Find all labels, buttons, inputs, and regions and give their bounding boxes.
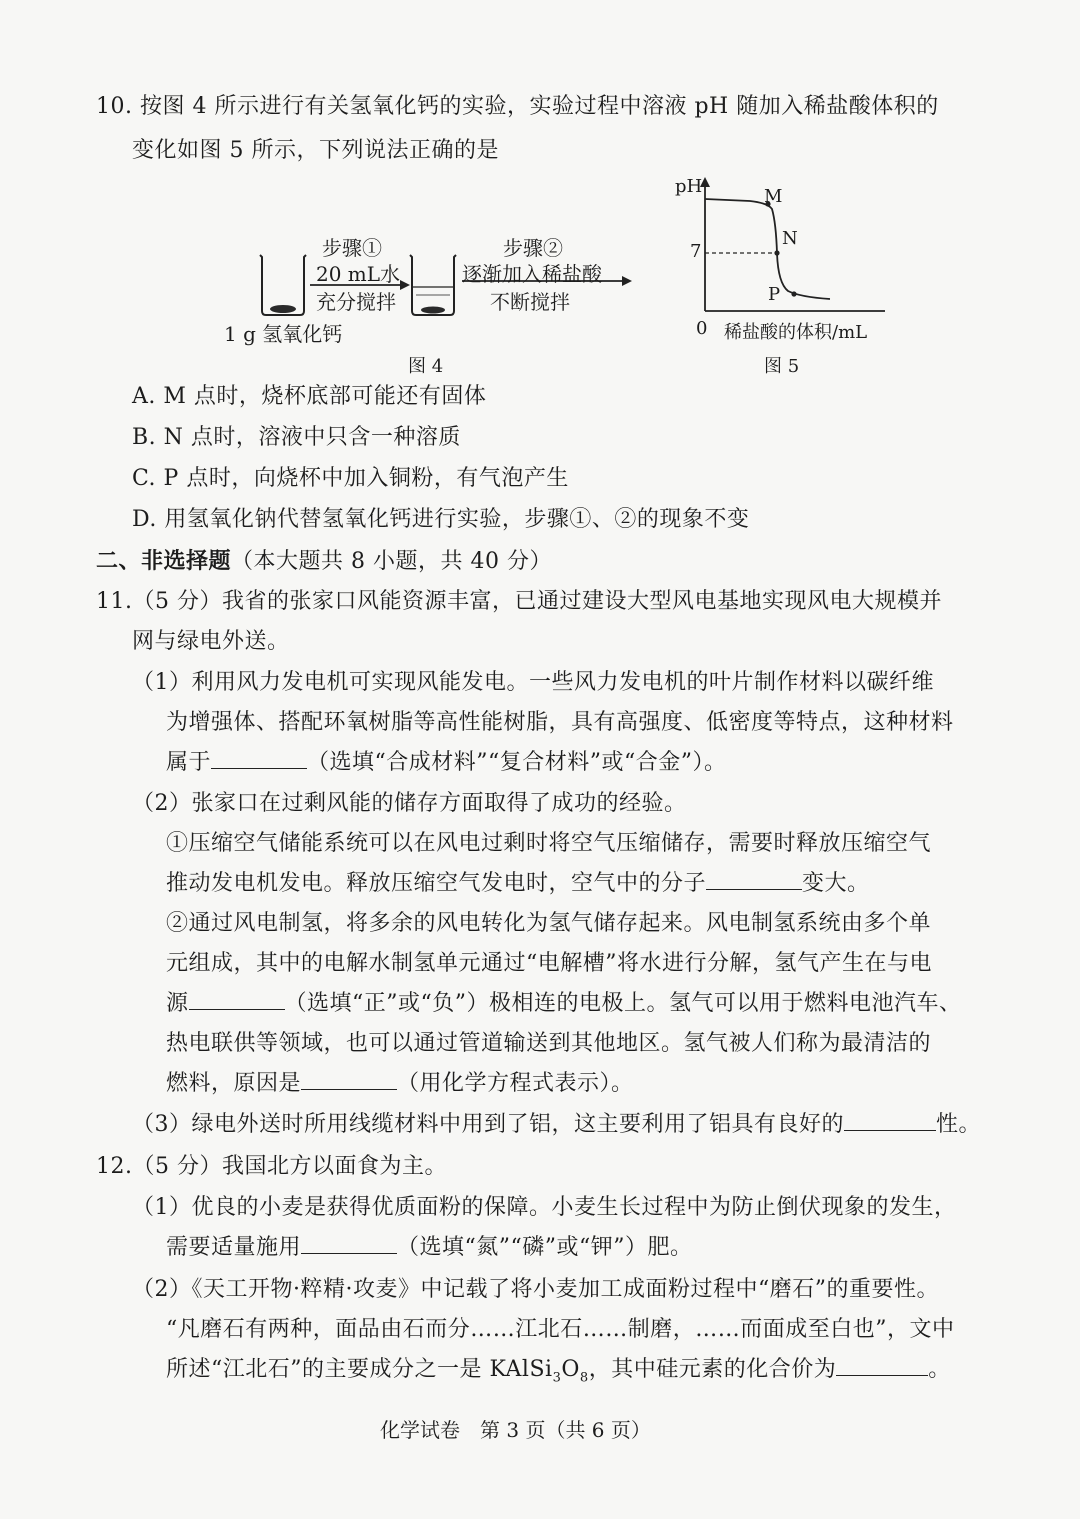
q11-part1-text-a: 属于	[166, 750, 212, 775]
q11-part2-line1: （2）张家口在过剩风能的储存方面取得了成功的经验。	[132, 791, 687, 816]
q12-part2-text-b: ，其中硅元素的化合价为	[588, 1357, 837, 1382]
q12-part2-text-a: 所述“江北石”的主要成分之一是 KAlSi	[166, 1357, 553, 1382]
q12-part1-answer-blank[interactable]	[301, 1252, 397, 1254]
fig5-x-axis-label: 稀盐酸的体积/mL	[724, 322, 868, 343]
q11-part3-text-b: 性。	[936, 1112, 982, 1137]
fig5-y-axis-label: pH	[675, 176, 703, 197]
fig5-ph7-tick: 7	[690, 241, 702, 262]
fig5-point-m: M	[764, 186, 783, 207]
fig5-point-n: N	[782, 228, 798, 249]
fig4-stir2-label: 不断搅拌	[490, 290, 570, 314]
fig4-stir1-label: 充分搅拌	[316, 290, 396, 314]
fig4-add-acid-label: 逐渐加入稀盐酸	[462, 262, 602, 286]
q11-part2a-line1: ①压缩空气储能系统可以在风电过剩时将空气压缩储存，需要时释放压缩空气	[166, 831, 932, 856]
q11-part2b-text-b: （选填“正”或“负”）极相连的电极上。氢气可以用于燃料电池汽车、	[284, 991, 962, 1016]
q11-part2a-text-b: 变大。	[802, 871, 870, 896]
q12-part1-text-b: （选填“氮”“磷”或“钾”）肥。	[397, 1235, 693, 1260]
q11-part1-line1: （1）利用风力发电机可实现风能发电。一些风力发电机的叶片制作材料以碳纤维	[132, 670, 934, 695]
q11-part1-line2: 为增强体、搭配环氧树脂等高性能树脂，具有高强度、低密度等特点，这种材料	[166, 710, 954, 735]
q12-part2-line2: “凡磨石有两种，面品由石而分……江北石……制磨，……而面成至白也”，文中	[166, 1317, 955, 1342]
q11-part2b-line4: 热电联供等领域，也可以通过管道输送到其他地区。氢气被人们称为最清洁的	[166, 1031, 932, 1056]
section-note: （本大题共 8 小题，共 40 分）	[231, 549, 552, 574]
q12-part2-text-c: 。	[928, 1357, 951, 1382]
q11-part2b-line1: ②通过风电制氢，将多余的风电转化为氢气储存起来。风电制氢系统由多个单	[166, 911, 932, 936]
q12-part1-text-a: 需要适量施用	[166, 1235, 302, 1260]
fig5-caption: 图 5	[764, 356, 800, 377]
q12-part1-line1: （1）优良的小麦是获得优质面粉的保障。小麦生长过程中为防止倒伏现象的发生，	[132, 1195, 957, 1220]
q10-stem-line2: 变化如图 5 所示，下列说法正确的是	[132, 138, 499, 163]
fig4-step1-label: 步骤①	[322, 236, 382, 260]
q11-part2b-answer-blank[interactable]	[189, 1008, 285, 1010]
q11-stem-line1: 11.（5 分）我省的张家口风能资源丰富，已通过建设大型风电基地实现风电大规模并	[96, 589, 942, 614]
q12-stem: 12.（5 分）我国北方以面食为主。	[96, 1154, 447, 1179]
fig5-origin: 0	[696, 318, 708, 339]
q10-option-d: D. 用氢氧化钠代替氢氧化钙进行实验，步骤①、②的现象不变	[132, 507, 750, 532]
q10-option-a: A. M 点时，烧杯底部可能还有固体	[132, 384, 487, 409]
q12-part2-line1: （2）《天工开物·粹精·攻麦》中记载了将小麦加工成面粉过程中“磨石”的重要性。	[132, 1277, 939, 1302]
q11-equation-answer-blank[interactable]	[301, 1088, 397, 1090]
q11-part3-text-a: （3）绿电外送时所用线缆材料中用到了铝，这主要利用了铝具有良好的	[132, 1112, 844, 1137]
fig4-step2-label: 步骤②	[503, 236, 563, 260]
formula-subscript-si: 3	[552, 1370, 562, 1386]
q10-option-b: B. N 点时，溶液中只含一种溶质	[132, 425, 461, 450]
formula-oxygen: O	[561, 1357, 580, 1382]
q11-part3-line	[132, 1110, 981, 1140]
q11-part2b-line2: 元组成，其中的电解水制氢单元通过“电解槽”将水进行分解，氢气产生在与电	[166, 951, 932, 976]
section-heading	[96, 546, 552, 577]
q11-part1-answer-blank[interactable]	[211, 767, 307, 769]
q11-part2b-line3	[166, 989, 962, 1019]
fig4-water-label: 20 mL水	[316, 262, 401, 286]
q11-part2b-line5	[166, 1069, 634, 1099]
q11-part3-answer-blank[interactable]	[844, 1129, 936, 1131]
q11-part2b-text-c: 燃料，原因是	[166, 1071, 302, 1096]
q11-part2a-answer-blank[interactable]	[706, 888, 802, 890]
q12-part1-line2	[166, 1233, 693, 1263]
q12-part2-line3	[166, 1355, 951, 1393]
formula-subscript-o: 8	[579, 1370, 589, 1386]
section-title: 二、非选择题	[96, 548, 232, 574]
q12-part2-answer-blank[interactable]	[836, 1374, 928, 1376]
q10-option-c: C. P 点时，向烧杯中加入铜粉，有气泡产生	[132, 466, 569, 491]
fig4-caption: 图 4	[408, 356, 444, 377]
fig4-solid-label: 1 g 氢氧化钙	[224, 322, 343, 346]
q11-part1-text-b: （选填“合成材料”“复合材料”或“合金”）。	[307, 750, 727, 775]
q11-part2a-text-a: 推动发电机发电。释放压缩空气发电时，空气中的分子	[166, 871, 707, 896]
q11-part2b-text-a: 源	[166, 991, 189, 1016]
q11-part2a-line2	[166, 869, 870, 899]
page-footer: 化学试卷 第 3 页（共 6 页）	[380, 1418, 651, 1442]
q11-part1-line3	[166, 748, 727, 778]
fig5-point-p: P	[768, 284, 781, 305]
q11-part2b-text-d: （用化学方程式表示）。	[397, 1071, 634, 1096]
q11-stem-line2: 网与绿电外送。	[132, 629, 290, 654]
q10-stem-line1: 10. 按图 4 所示进行有关氢氧化钙的实验，实验过程中溶液 pH 随加入稀盐酸体积的	[96, 94, 939, 119]
